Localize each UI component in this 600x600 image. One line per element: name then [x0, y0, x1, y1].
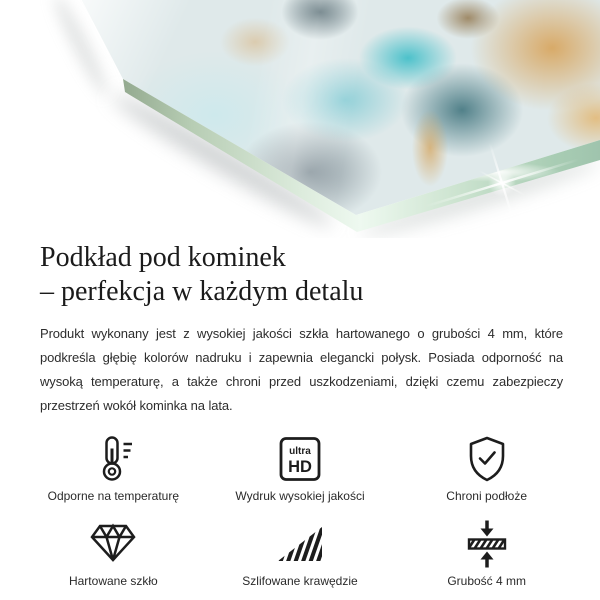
- feature-label: Odporne na temperaturę: [47, 489, 180, 503]
- feature-label: Grubość 4 mm: [447, 574, 526, 588]
- feature-label: Chroni podłoże: [446, 489, 528, 503]
- ultra-hd-icon: [276, 435, 324, 483]
- feature-label: Hartowane szkło: [68, 574, 158, 588]
- sparkle-icon: [417, 123, 587, 238]
- feature-polished-edges: [207, 520, 394, 588]
- diamond-icon: [89, 522, 137, 566]
- product-description: Produkt wykonany jest z wysokiej jakości szkła hartowanego o grubości 4 mm, które podkreśla głębię kolorów nadruku i zapewnia elegancki połysk. Posiada odporność na wysoką temperaturę, a także chroni przed uszkodzeniami, dzięki czemu zabezpieczy przestrzeń wokół kominka na lata.: [40, 326, 563, 413]
- thickness-4mm-icon: [465, 520, 509, 568]
- product-hero: [0, 0, 600, 238]
- feature-label: Wydruk wysokiej jakości: [235, 489, 365, 503]
- ultra-hd-text-top: ultra: [289, 446, 311, 457]
- ultra-hd-text-bottom: HD: [288, 458, 312, 476]
- feature-print-quality: [207, 435, 394, 503]
- feature-temperature: [20, 435, 207, 503]
- page-title-line2: – perfekcja w każdym detalu: [40, 276, 364, 307]
- feature-thickness: [393, 520, 580, 588]
- feature-protects-floor: [393, 435, 580, 503]
- feature-tempered-glass: [20, 520, 207, 588]
- page-title: [40, 238, 563, 309]
- page-title-line1: Podkład pod kominek: [40, 242, 286, 273]
- polished-edge-icon: [277, 524, 323, 564]
- product-description-section: [0, 238, 600, 418]
- features-grid: [0, 435, 600, 588]
- thermometer-icon: [91, 435, 135, 483]
- shield-check-icon: [465, 435, 509, 483]
- feature-label: Szlifowane krawędzie: [242, 574, 358, 588]
